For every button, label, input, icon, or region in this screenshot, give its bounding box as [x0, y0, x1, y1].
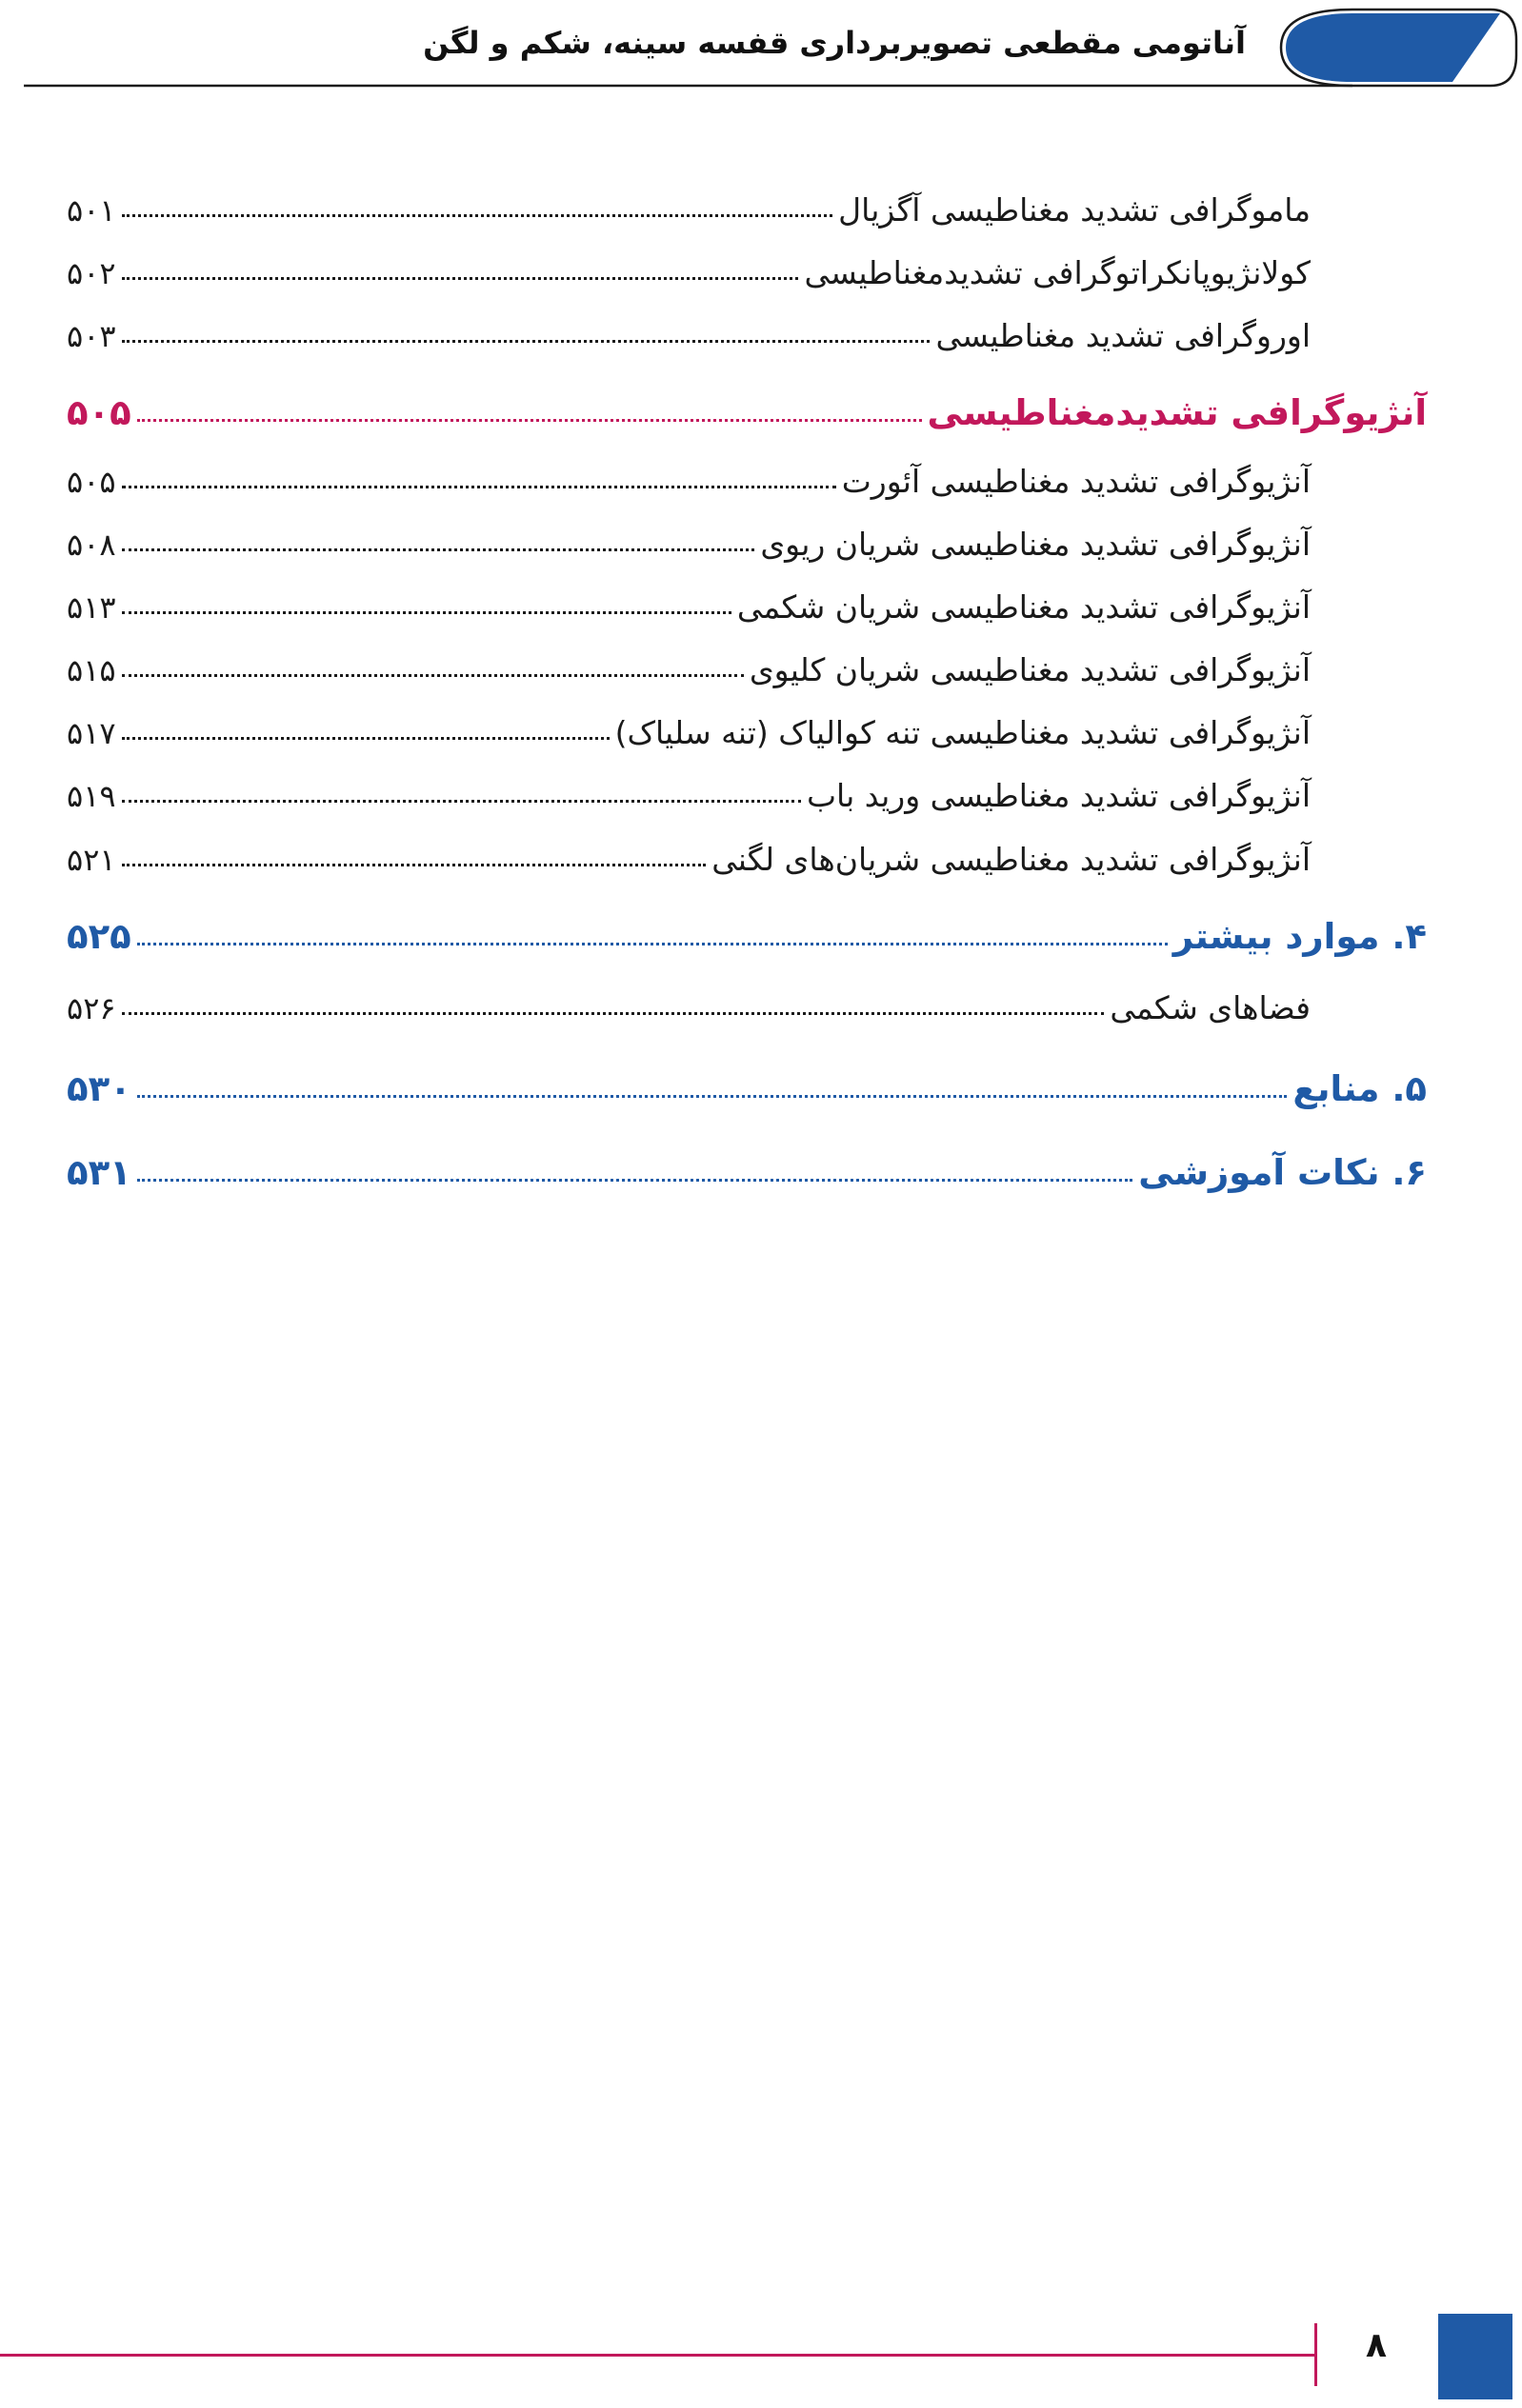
toc-entry-label: آنژیوگرافی تشدید مغناطیسی شریان کلیوی [749, 651, 1311, 688]
toc-entry-page: ۵۰۱ [67, 192, 116, 229]
toc-entry-page: ۵۲۵ [67, 916, 131, 957]
dot-leader [122, 214, 833, 217]
toc-entry-label: آنژیوگرافی تشدید مغناطیسی شریان ریوی [760, 526, 1311, 563]
dot-leader [137, 1095, 1288, 1098]
dot-leader [137, 943, 1168, 945]
toc-section-heading[interactable] [67, 386, 1427, 433]
dot-leader [137, 419, 922, 422]
footer-divider [1314, 2323, 1317, 2386]
toc-entry[interactable] [67, 578, 1311, 626]
toc-entry-page: ۵۳۱ [67, 1152, 131, 1193]
toc-entry[interactable] [67, 244, 1311, 291]
toc-entry[interactable] [67, 181, 1311, 229]
toc-entry-page: ۵۰۵ [67, 392, 131, 433]
toc-entry[interactable] [67, 979, 1311, 1026]
dot-leader [122, 277, 799, 280]
toc-entry-page: ۵۱۹ [67, 778, 116, 814]
toc-entry-label: فضاهای شکمی [1110, 989, 1311, 1026]
toc-entry-page: ۵۳۰ [67, 1068, 131, 1109]
toc-entry-page: ۵۰۵ [67, 464, 116, 500]
toc-entry-label: آنژیوگرافی تشدیدمغناطیسی [927, 392, 1427, 433]
toc-entry-label: اوروگرافی تشدید مغناطیسی [935, 317, 1311, 354]
toc-entry-label: ۶. نکات آموزشی [1138, 1152, 1427, 1193]
page-header [0, 0, 1522, 95]
toc-entry[interactable] [67, 704, 1311, 751]
footer-rule [0, 2354, 1314, 2357]
toc-entry-label: آنژیوگرافی تشدید مغناطیسی ورید باب [806, 777, 1311, 814]
toc-chapter-heading[interactable] [67, 909, 1427, 957]
toc-chapter-heading[interactable] [67, 1145, 1427, 1193]
toc-entry-page: ۵۰۲ [67, 255, 116, 291]
dot-leader [122, 800, 801, 803]
toc-entry-label: ماموگرافی تشدید مغناطیسی آگزیال [838, 191, 1311, 229]
toc-entry-label: آنژیوگرافی تشدید مغناطیسی آئورت [841, 463, 1311, 500]
toc-entry[interactable] [67, 515, 1311, 563]
toc-entry[interactable] [67, 830, 1311, 878]
toc-entry[interactable] [67, 641, 1311, 688]
toc-entry-label: آنژیوگرافی تشدید مغناطیسی تنه کوالیاک (تنه سلیاک) [614, 714, 1311, 751]
toc-entry-page: ۵۲۶ [67, 990, 116, 1026]
page-number: ۸ [1366, 2326, 1387, 2365]
toc-entry-page: ۵۱۷ [67, 715, 116, 751]
dot-leader [122, 864, 707, 866]
toc-entry-label: کولانژیوپانکراتوگرافی تشدیدمغناطیسی [804, 254, 1311, 291]
toc-entry-page: ۵۰۸ [67, 527, 116, 563]
toc-entry-page: ۵۱۳ [67, 589, 116, 626]
toc-entry-label: ۴. موارد بیشتر [1172, 916, 1427, 957]
toc-entry[interactable] [67, 452, 1311, 500]
dot-leader [122, 486, 836, 488]
toc-entry-label: آنژیوگرافی تشدید مغناطیسی شریان شکمی [736, 588, 1311, 626]
toc-entry-label: ۵. منابع [1292, 1068, 1427, 1109]
toc-chapter-heading[interactable] [67, 1062, 1427, 1109]
running-title: آناتومی مقطعی تصویربرداری قفسه سینه، شکم و لگن [423, 25, 1246, 61]
dot-leader [122, 548, 755, 551]
dot-leader [122, 674, 744, 677]
toc-entry[interactable] [67, 766, 1311, 814]
toc-entry[interactable] [67, 307, 1311, 354]
toc-entry-page: ۵۱۵ [67, 652, 116, 688]
toc-entry-label: آنژیوگرافی تشدید مغناطیسی شریان‌های لگنی [711, 841, 1311, 878]
dot-leader [122, 340, 931, 343]
toc-entry-page: ۵۲۱ [67, 842, 116, 878]
dot-leader [122, 611, 731, 614]
footer-color-block [1438, 2314, 1512, 2399]
dot-leader [122, 1012, 1105, 1015]
dot-leader [137, 1179, 1132, 1182]
toc-entry-page: ۵۰۳ [67, 318, 116, 354]
dot-leader [122, 737, 610, 740]
